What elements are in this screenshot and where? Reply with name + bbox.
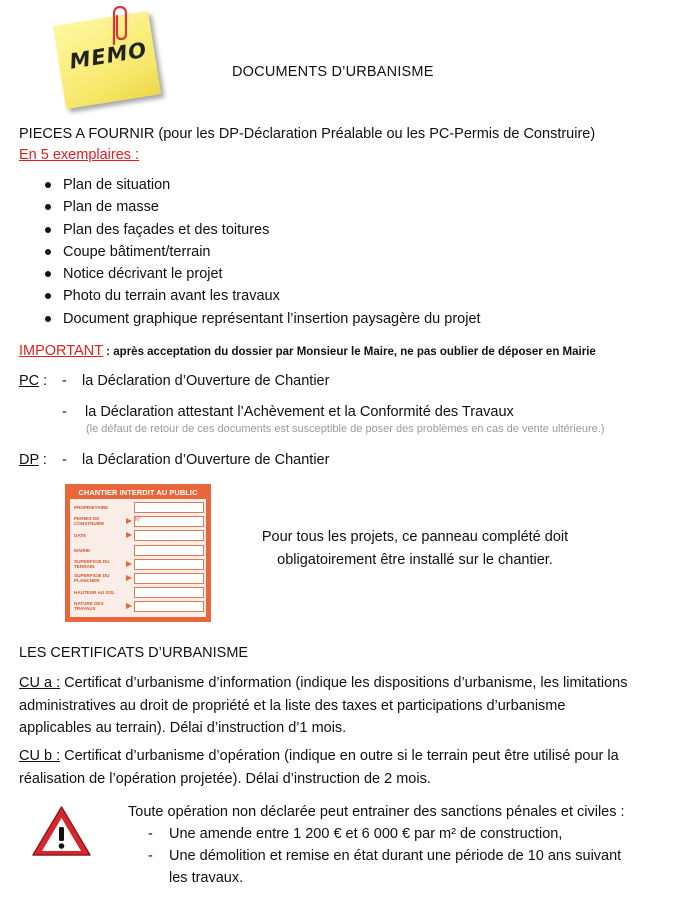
sign-row-label: SUPERFICIE DU TERRAIN [74,558,110,569]
sign-row [74,530,202,542]
sign-row-field [134,587,204,598]
sign-row [74,545,202,557]
important-text: : après acceptation du dossier par Monsieur le Maire, ne pas oublier de déposer en Mairie [103,346,596,358]
sign-row-field [134,530,204,541]
warning-icon [30,804,93,858]
sign-body [70,499,206,617]
sign-row [74,559,202,571]
dp-label: DP [19,452,39,468]
arrow-right-icon [126,575,132,581]
sign-row-field [134,545,204,556]
sign-row-field [134,559,204,570]
arrow-right-icon [126,603,132,609]
cua-label: CU a : [19,675,61,691]
pc-row: PC : [19,373,48,389]
sign-row-field: N° [134,516,204,527]
important-label: IMPORTANT [19,343,104,359]
important-line [19,341,596,362]
dp-row: DP : [19,452,47,468]
pc-item-achevement: la Déclaration attestant l’Achèvement et la Conformité des Travaux [85,404,514,420]
list-item: Document graphique représentant l’insertion paysagère du projet [42,309,481,331]
cub-label: CU b : [19,748,61,764]
sign-header: CHANTIER INTERDIT AU PUBLIC [78,488,198,497]
arrow-right-icon [126,561,132,567]
sign-row-field [134,573,204,584]
cua-paragraph: CU a : Certificat d’urbanisme d’information (indique les dispositions d’urbanisme, les limitations administratives au droit de propriété et la liste des taxes et participations d’urbanisme applicables au terrain). Délai d’instruction d’1 mois. [19,675,628,736]
pc-item-ouverture: la Déclaration d’Ouverture de Chantier [82,373,330,389]
list-item: Plan des façades et des toitures [42,220,481,242]
sign-row [74,502,202,514]
sign-row [74,601,202,613]
sign-row [74,573,202,585]
pieces-list [42,175,481,331]
sign-row-field [134,502,204,513]
pieces-heading: PIECES A FOURNIR (pour les DP-Déclaration Préalable ou les PC-Permis de Construire) [19,126,596,142]
sign-row [74,587,202,599]
copies-note: En 5 exemplaires : [19,147,140,163]
list-item: Coupe bâtiment/terrain [42,242,481,264]
chantier-sign-image [65,484,211,622]
list-item: Plan de situation [42,175,481,197]
sign-row-label: PROPRIETAIRE [74,505,109,510]
sign-caption: Pour tous les projets, ce panneau complété doit obligatoirement être installé sur le chantier. [261,529,569,568]
warning-intro: Toute opération non déclarée peut entrainer des sanctions pénales et civiles : [128,804,625,820]
pc-dash: - [62,373,67,389]
dp-item-ouverture: la Déclaration d’Ouverture de Chantier [82,452,330,468]
pc-label: PC [19,373,40,389]
sign-row-label: SUPERFICIE DU PLANCHER [74,573,110,583]
sign-row-label: NATURE DES TRAVAUX [74,601,104,612]
list-item: Notice décrivant le projet [42,264,481,286]
certificats-heading: LES CERTIFICATS D’URBANISME [19,645,249,661]
sign-row-label: PERMIS DE CONSTRUIRE [74,516,105,527]
paperclip-icon [106,4,132,46]
cub-paragraph: CU b : Certificat d’urbanisme d’opération (indique en outre si le terrain peut être utilisé pour la réalisation de l’opération projetée). Délai d’instruction de 2 mois. [19,748,619,787]
sign-row-label: DATE [74,533,87,539]
page-title: DOCUMENTS D’URBANISME [232,64,434,80]
list-item: - Une démolition et remise en état durant une période de 10 ans suivant les travaux. [148,848,622,886]
sign-row [74,516,202,528]
sign-row-label: MAIRIE [74,547,91,553]
memo-label: MEMO [67,37,149,74]
sign-row-label: HAUTEUR AU SOL [74,590,115,596]
sanctions-list [148,823,621,889]
pc-dash: - [62,404,67,420]
dp-dash: - [62,452,67,468]
list-item: Plan de masse [42,197,481,219]
list-item: - Une amende entre 1 200 € et 6 000 € par m² de construction, [148,826,563,842]
sign-row-field [134,601,204,612]
arrow-right-icon [126,518,132,524]
list-item: Photo du terrain avant les travaux [42,286,481,308]
pc-note: (le défaut de retour de ces documents est susceptible de poser des problèmes en cas de vente ultérieure.) [86,423,605,435]
arrow-right-icon [126,532,132,538]
